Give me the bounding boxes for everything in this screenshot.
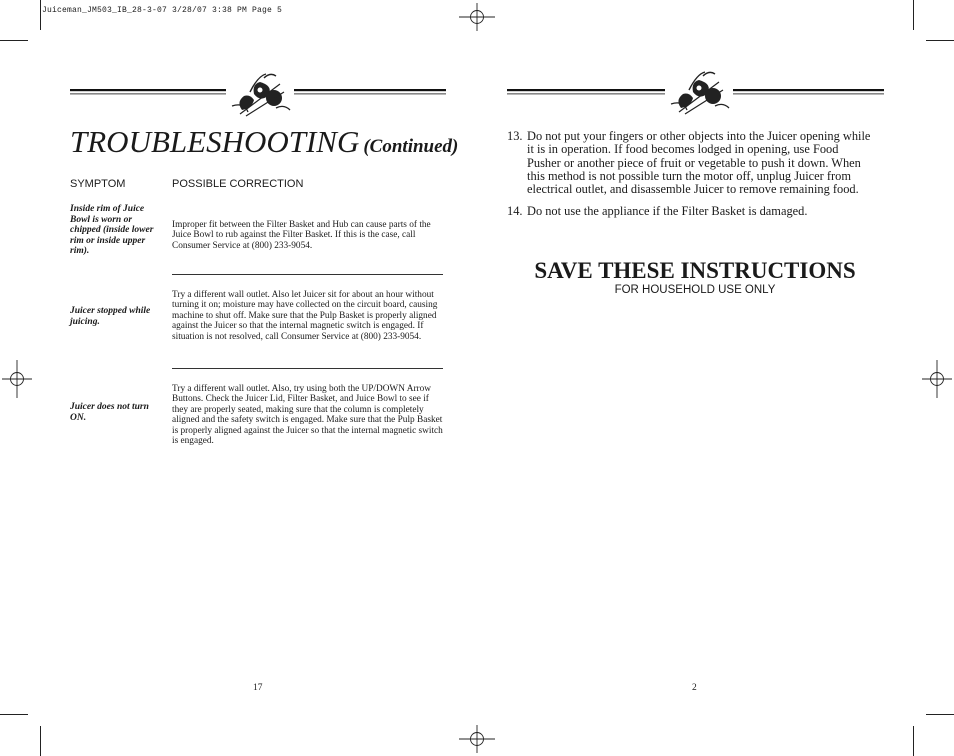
item-text: Do not use the appliance if the Filter Basket is damaged. (527, 204, 808, 219)
registration-mark-icon (2, 360, 32, 398)
correction-column-header: POSSIBLE CORRECTION (172, 178, 304, 190)
household-use-note: FOR HOUSEHOLD USE ONLY (614, 284, 776, 296)
list-item (507, 130, 875, 196)
page-number-left: 17 (253, 683, 263, 693)
page-number-right: 2 (692, 683, 697, 693)
correction-text: Try a different wall outlet. Also, try using both the UP/DOWN Arrow Buttons. Check the Juicer Lid, Filter Basket, and Juice Bowl to see if they are properly seated, making sure that the column is completely aligned and the safety switch is engaged. Make sure that the Pulp Basket is properly aligned against the Juicer so that the internal magnetic switch is engaged. (172, 384, 443, 447)
symptom-text: Inside rim of Juice Bowl is worn or chipped (inside lower rim or inside upper rim). (70, 204, 154, 257)
save-instructions-heading: SAVE THESE INSTRUCTIONS (534, 258, 856, 283)
list-item (507, 205, 875, 218)
correction-text: Improper fit between the Filter Basket and Hub can cause parts of the Juice Bowl to rub against the Filter Basket. If this is the case, call Consumer Service at (800) 233-9054. (172, 220, 431, 251)
title-suffix: (Continued) (363, 136, 459, 157)
row-divider (172, 368, 443, 369)
instruction-list (507, 130, 875, 228)
correction-text: Try a different wall outlet. Also let Juicer sit for about an hour without turning it on; moisture may have collected on the circuit board, causing machine to shut off. Make sure that the Pulp Basket is properly aligned against the Juicer so that the internal magnetic switch is engaged. If situation is not resolved, call Consumer Service at (800) 233-9054. (172, 290, 438, 342)
header-rule-right (507, 70, 884, 120)
item-number: 13. (507, 129, 523, 143)
printer-slug: Juiceman_JM503_IB_28-3-07 3/28/07 3:38 PM Page 5 (42, 6, 283, 15)
item-number: 14. (507, 204, 523, 219)
symptom-text: Juicer stopped while juicing. (70, 306, 151, 327)
registration-mark-icon (459, 725, 495, 753)
registration-mark-icon (922, 360, 952, 398)
item-text: Do not put your fingers or other objects into the Juicer opening while it is in operation. If food becomes lodged in opening, use Food Pusher or another piece of fruit or vegetable to push it down. When this method is not possible turn the motor off, unplug Juicer from electrical outlet, and disassemble Juicer to remove remaining food. (527, 129, 871, 197)
registration-mark-icon (459, 3, 495, 31)
symptom-text: Juicer does not turn ON. (70, 402, 149, 423)
row-divider (172, 274, 443, 275)
page-title (70, 124, 458, 165)
header-rule-left (70, 70, 446, 120)
symptom-column-header: SYMPTOM (70, 178, 126, 190)
fruit-vegetable-ornament-icon (226, 74, 294, 116)
fruit-vegetable-ornament-icon (665, 72, 733, 114)
title-text: TROUBLESHOOTING (70, 124, 360, 159)
